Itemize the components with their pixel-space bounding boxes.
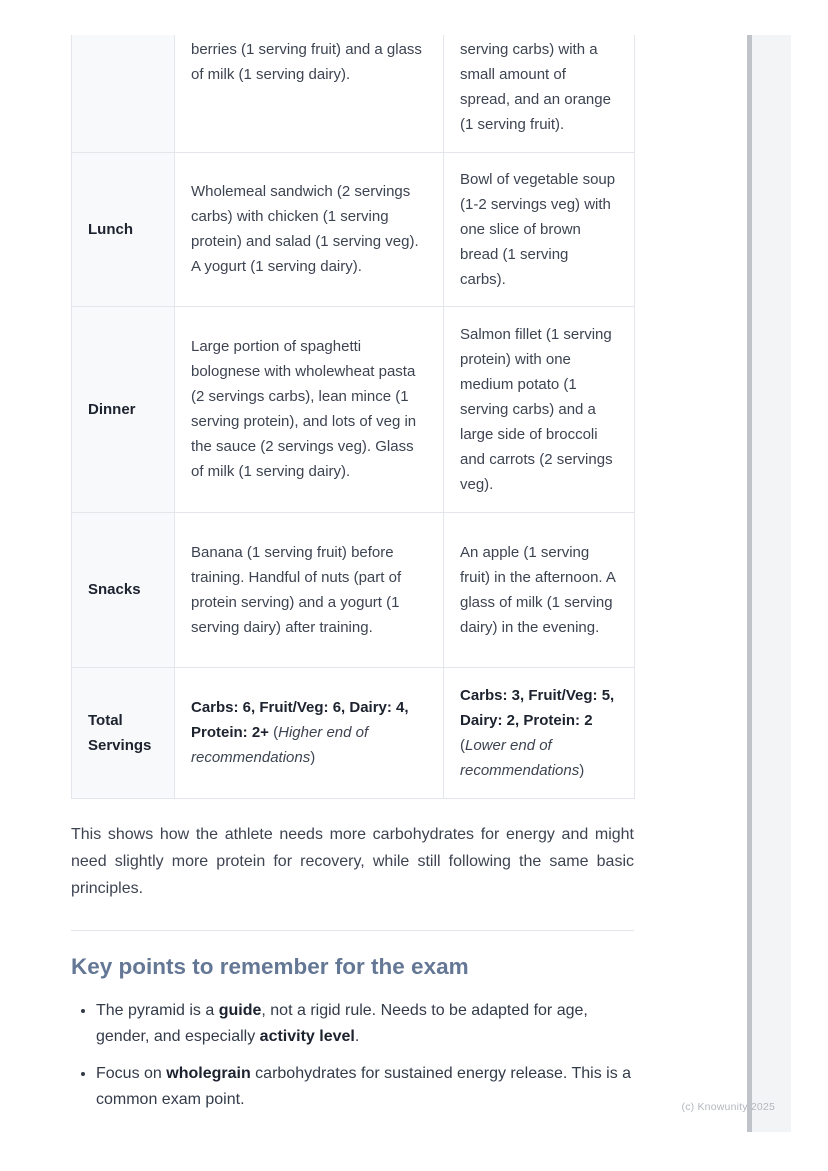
- athlete-cell: [175, 667, 444, 798]
- text-segment: An apple (1 serving fruit) in the afternoon. A glass of milk (1 serving dairy) in the evening.: [460, 543, 616, 636]
- text-segment: Bowl of vegetable soup (1-2 servings veg) with one slice of brown bread (1 serving carbs).: [460, 170, 616, 288]
- text-segment: ): [579, 761, 585, 779]
- text-segment: Wholemeal sandwich (2 servings carbs) with chicken (1 serving protein) and salad (1 serving veg). A yogurt (1 serving dairy).: [191, 183, 419, 275]
- row-label: Total Servings: [72, 667, 175, 798]
- section-divider: [71, 930, 634, 931]
- text-segment: Carbs: 3, Fruit/Veg: 5, Dairy: 2, Protein: 2: [460, 686, 615, 729]
- table-row: [72, 152, 635, 306]
- table-row: [72, 306, 635, 512]
- athlete-cell: [175, 152, 444, 306]
- key-point-item: [96, 1061, 634, 1113]
- typical-cell: [444, 35, 635, 152]
- typical-cell: [444, 306, 635, 512]
- summary-paragraph: This shows how the athlete needs more carbohydrates for energy and might need slightly more protein for recovery, while still following the same basic principles.: [71, 825, 634, 897]
- text-segment: .: [354, 1027, 360, 1045]
- typical-cell: [444, 512, 635, 667]
- text-segment: activity level: [259, 1027, 355, 1045]
- typical-cell: [444, 152, 635, 306]
- next-page-edge: [752, 35, 791, 1132]
- row-label: Snacks: [72, 512, 175, 667]
- text-segment: Focus on: [96, 1064, 167, 1082]
- text-segment: ): [310, 749, 316, 766]
- row-label: Lunch: [72, 152, 175, 306]
- text-segment: , not a rigid rule. Needs to be adapted for age, gender, and especially: [96, 1001, 588, 1045]
- table-row: [72, 667, 635, 798]
- athlete-cell: [175, 306, 444, 512]
- table-row: [72, 512, 635, 667]
- key-point-item: [96, 998, 634, 1050]
- table-row: [72, 35, 635, 152]
- text-segment: The pyramid is a: [96, 1001, 219, 1019]
- section-heading: Key points to remember for the exam: [71, 953, 469, 979]
- text-segment: Carbs: 6, Fruit/Veg: 6, Dairy: 4, Protein: 2+: [191, 699, 409, 741]
- text-segment: wholegrain: [166, 1064, 251, 1082]
- row-label: Dinner: [72, 306, 175, 512]
- row-label: [72, 35, 175, 152]
- page-edge-scrollbar[interactable]: [747, 35, 752, 1132]
- text-segment: Higher end of recommendations: [191, 724, 369, 766]
- athlete-cell: [175, 512, 444, 667]
- text-segment: Banana (1 serving fruit) before training. Handful of nuts (part of protein serving) and a yogurt (1 serving dairy) after training.: [191, 543, 402, 636]
- copyright-watermark: (c) Knowunity 2025: [681, 1101, 775, 1113]
- text-segment: Large portion of spaghetti bolognese with wholewheat pasta (2 servings carbs), lean mince (1 serving protein), and lots of veg in the sauce (2 servings veg). Glass of milk (1 serving dairy).: [191, 338, 417, 480]
- text-segment: guide: [218, 1001, 262, 1019]
- meal-plan-table: [71, 35, 635, 799]
- text-segment: serving carbs) with a small amount of spread, and an orange (1 serving fruit).: [460, 41, 611, 133]
- text-segment: Lower end of recommendations: [460, 736, 580, 779]
- text-segment: Salmon fillet (1 serving protein) with one medium potato (1 serving carbs) and a large side of broccoli and carrots (2 servings veg).: [460, 325, 613, 493]
- text-segment: (: [268, 724, 279, 741]
- text-segment: (: [460, 736, 465, 754]
- document-content: [71, 35, 634, 1124]
- key-points-list: [71, 998, 634, 1113]
- athlete-cell: [175, 35, 444, 152]
- text-segment: berries (1 serving fruit) and a glass of milk (1 serving dairy).: [191, 41, 422, 83]
- typical-cell: [444, 667, 635, 798]
- text-segment: carbohydrates for sustained energy release. This is a common exam point.: [96, 1064, 632, 1108]
